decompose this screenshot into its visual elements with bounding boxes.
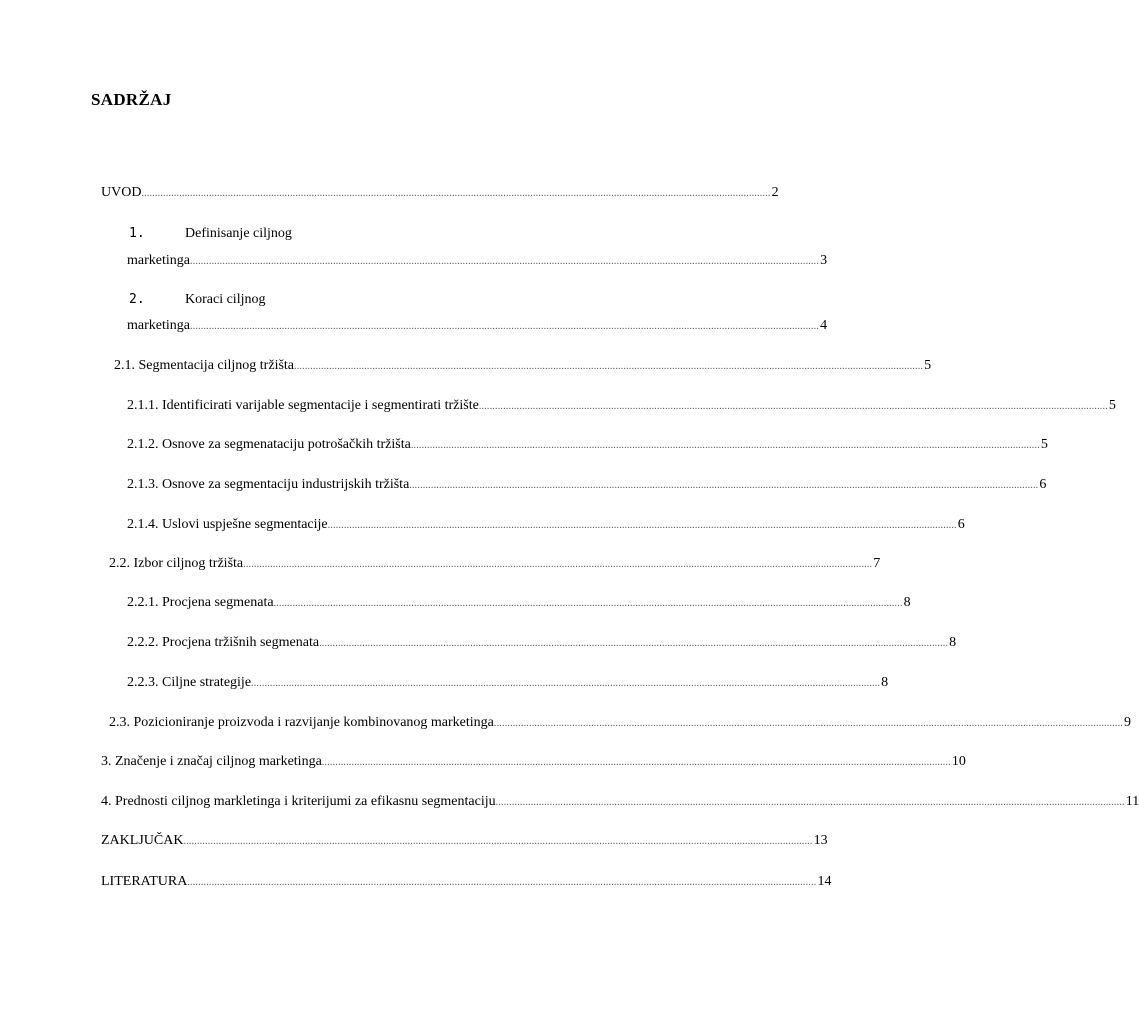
toc-entry-uvod[interactable] <box>101 184 779 203</box>
toc-number: 2. <box>129 292 145 307</box>
toc-entry-2-1-3[interactable] <box>127 476 1047 495</box>
toc-leader-dots: ......................................................................................................................................................................................................................................... <box>319 638 949 649</box>
toc-label: 2.1.3. Osnove za segmentaciju industrijskih tržišta <box>127 477 410 492</box>
toc-page-number: 13 <box>813 833 828 848</box>
toc-entry-3[interactable] <box>101 753 966 772</box>
toc-leader-dots: ......................................................................................................................................................................................................................................... <box>243 559 873 570</box>
toc-entry-2-2-2[interactable] <box>127 634 957 653</box>
toc-leader-dots: ......................................................................................................................................................................................................................................... <box>189 321 820 332</box>
toc-page-number: 6 <box>1039 477 1047 492</box>
toc-page-number: 5 <box>1040 437 1048 452</box>
toc-page-number: 5 <box>1108 398 1116 413</box>
toc-entry-2-3[interactable] <box>109 714 1131 733</box>
toc-label: 2.1.2. Osnove za segmenataciju potrošačkih tržišta <box>127 437 411 452</box>
toc-leader-dots: ......................................................................................................................................................................................................................................... <box>141 188 771 199</box>
page-title: SADRŽAJ <box>91 90 172 109</box>
toc-page-number: 6 <box>957 517 965 532</box>
toc-label: Koraci ciljnog <box>185 292 266 307</box>
toc-label: 2.1. Segmentacija ciljnog tržišta <box>114 358 295 373</box>
toc-label: 2.1.4. Uslovi uspješne segmentacije <box>127 517 328 532</box>
toc-label: UVOD <box>101 185 142 200</box>
toc-page-number: 14 <box>817 874 832 889</box>
toc-page-number: 10 <box>951 754 966 769</box>
toc-page-number: 11 <box>1125 794 1139 809</box>
toc-entry-2-2-1[interactable] <box>127 594 911 613</box>
toc-entry-4[interactable] <box>101 793 1139 812</box>
toc-entry-2-1-2[interactable] <box>127 436 1048 455</box>
toc-page-number: 8 <box>881 675 889 690</box>
toc-leader-dots: ......................................................................................................................................................................................................................................... <box>410 440 1040 451</box>
toc-label-continued: marketinga <box>127 253 190 268</box>
toc-label: 4. Prednosti ciljnog markletinga i kriterijumi za efikasnu segmentaciju <box>101 794 496 809</box>
toc-label: LITERATURA <box>101 874 188 889</box>
toc-leader-dots: ......................................................................................................................................................................................................................................... <box>327 520 957 531</box>
toc-leader-dots: ......................................................................................................................................................................................................................................... <box>493 718 1123 729</box>
toc-leader-dots: ......................................................................................................................................................................................................................................... <box>478 401 1108 412</box>
toc-label: ZAKLJUČAK <box>101 833 184 848</box>
toc-leader-dots: ......................................................................................................................................................................................................................................... <box>273 598 903 609</box>
toc-leader-dots: ......................................................................................................................................................................................................................................... <box>321 757 951 768</box>
toc-page-number: 2 <box>771 185 779 200</box>
toc-entry-literatura[interactable] <box>101 873 832 892</box>
toc-label: 2.2.1. Procjena segmenata <box>127 595 274 610</box>
toc-leader-dots: ......................................................................................................................................................................................................................................... <box>409 480 1039 491</box>
toc-entry-1-heading[interactable] <box>127 225 292 243</box>
toc-leader-dots: ......................................................................................................................................................................................................................................... <box>251 678 881 689</box>
toc-entry-2[interactable] <box>127 317 828 336</box>
toc-label: 2.2.3. Ciljne strategije <box>127 675 252 690</box>
toc-page-number: 8 <box>949 635 957 650</box>
toc-page-number: 3 <box>820 253 828 268</box>
toc-entry-zakljucak[interactable] <box>101 832 828 851</box>
toc-entry-2-2[interactable] <box>109 555 881 574</box>
toc-label: Definisanje ciljnog <box>185 226 292 241</box>
toc-page-number: 9 <box>1124 715 1131 730</box>
toc-leader-dots: ......................................................................................................................................................................................................................................... <box>189 256 820 267</box>
toc-page-number: 8 <box>903 595 911 610</box>
toc-label: 2.2.2. Procjena tržišnih segmenata <box>127 635 320 650</box>
toc-entry-2-1[interactable] <box>114 357 932 376</box>
toc-label: 2.2. Izbor ciljnog tržišta <box>109 556 244 571</box>
toc-entry-2-1-1[interactable] <box>127 397 1116 416</box>
toc-entry-2-heading[interactable] <box>127 291 265 309</box>
toc-label: 2.3. Pozicioniranje proizvoda i razvijanje kombinovanog marketinga <box>109 715 494 730</box>
toc-label: 3. Značenje i značaj ciljnog marketinga <box>101 754 322 769</box>
toc-entry-2-1-4[interactable] <box>127 516 965 535</box>
toc-leader-dots: ......................................................................................................................................................................................................................................... <box>495 797 1125 808</box>
toc-number: 1. <box>129 226 145 241</box>
toc-leader-dots: ......................................................................................................................................................................................................................................... <box>183 836 813 847</box>
toc-entry-2-2-3[interactable] <box>127 674 889 693</box>
toc-label-continued: marketinga <box>127 318 190 333</box>
toc-leader-dots: ......................................................................................................................................................................................................................................... <box>187 877 817 888</box>
toc-page-number: 4 <box>820 318 828 333</box>
toc-page-number: 7 <box>873 556 881 571</box>
toc-entry-1[interactable] <box>127 252 828 271</box>
toc-leader-dots: ......................................................................................................................................................................................................................................... <box>294 361 924 372</box>
toc-label: 2.1.1. Identificirati varijable segmentacije i segmentirati tržište <box>127 398 479 413</box>
toc-page-number: 5 <box>924 358 932 373</box>
